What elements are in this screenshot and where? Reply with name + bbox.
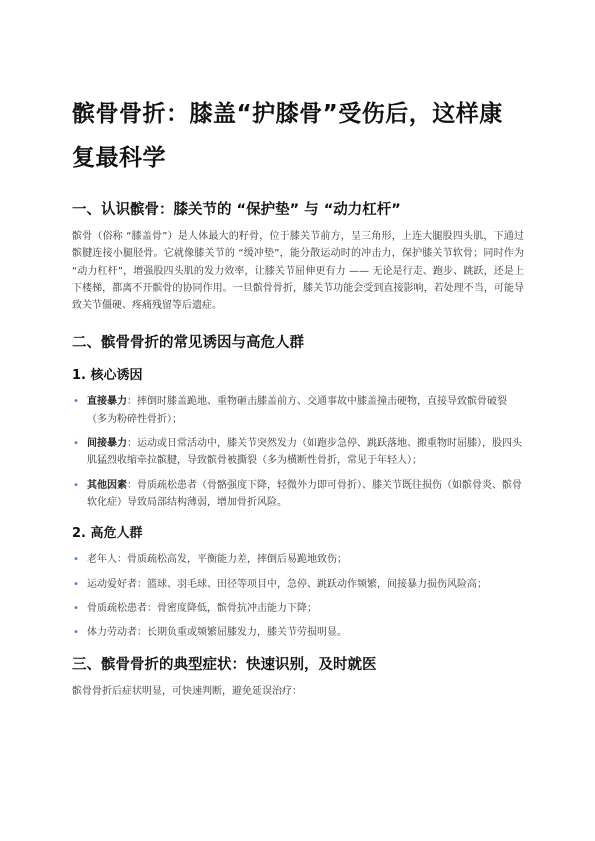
list-item [72,624,524,641]
list-item-text: ：骨质疏松患者（骨骼强度下降，轻微外力即可骨折）、膝关节既往损伤（如髌骨炎、髌骨软化症）导致局部结构薄弱，增加骨折风险。 [87,479,522,508]
bullet-icon: • [73,479,79,491]
section-2-1-heading: 1. 核心诱因 [72,368,143,384]
section-3-intro: 髌骨骨折后症状明显，可快速判断，避免延误治疗： [72,686,302,698]
list-item-term: 间接暴力 [87,438,127,450]
list-item [72,435,524,470]
document-content [72,92,524,714]
list-item-text: 运动爱好者：篮球、羽毛球、田径等项目中，急停、跳跃动作频繁，间接暴力损伤风险高； [87,578,487,590]
list-item [72,551,524,568]
section-1-paragraph: 髌骨（俗称 “膝盖骨”）是人体最大的籽骨，位于膝关节前方，呈三角形，上连大腿股四头肌，下通过髌腱连接小腿胫骨。它就像膝关节的 “缓冲垫”，能分散运动时的冲击力，保护膝关节软骨；同时作为 “动力杠杆”，增强股四头肌的发力效率，让膝关节屈伸更有力 —— 无论是行走、跑步、跳跃，还是上下楼梯，都离不开髌骨的协同作用。一旦髌骨骨折，膝关节功能会受到直接影响，若处理不当，可能导致关节僵硬、疼痛残留等后遗症。 [72,231,524,312]
cause-list [72,393,524,511]
list-item [72,600,524,617]
section-2-heading: 二、髌骨骨折的常见诱因与高危人群 [72,335,304,352]
bullet-icon: • [73,578,79,590]
bullet-icon: • [73,438,79,450]
list-item-text: ：摔倒时膝盖跪地、重物砸击膝盖前方、交通事故中膝盖撞击硬物，直接导致髌骨破裂（多为粉碎性骨折）； [87,396,507,425]
list-item-text: 老年人：骨质疏松高发，平衡能力差，摔倒后易跪地致伤； [87,554,347,566]
list-item-text: 体力劳动者：长期负重或频繁屈膝发力，膝关节劳损明显。 [87,627,347,639]
section-3-heading: 三、髌骨骨折的典型症状：快速识别，及时就医 [72,657,377,674]
bullet-icon: • [73,627,79,639]
list-item-term: 其他因素 [87,479,127,491]
bullet-icon: • [73,602,79,614]
list-item [72,576,524,593]
section-1-heading: 一、认识髌骨：膝关节的 “保护垫” 与 “动力杠杆” [72,202,401,218]
list-item-text: ：运动或日常活动中，膝关节突然发力（如跑步急停、跳跃落地、搬重物时屈膝），股四头肌猛烈收缩牵拉髌腱，导致髌骨被撕裂（多为横断性骨折，常见于年轻人）； [87,438,522,467]
section-2-2-heading: 2. 高危人群 [72,526,143,542]
list-item [72,477,524,512]
bullet-icon: • [73,396,79,408]
document-title: 髌骨骨折：膝盖“护膝骨”受伤后，这样康复最科学 [72,101,503,171]
list-item-term: 直接暴力 [87,396,127,408]
risk-group-list [72,551,524,641]
list-item [72,393,524,428]
bullet-icon: • [73,554,79,566]
list-item-text: 骨质疏松患者：骨密度降低，髌骨抗冲击能力下降； [87,602,317,614]
